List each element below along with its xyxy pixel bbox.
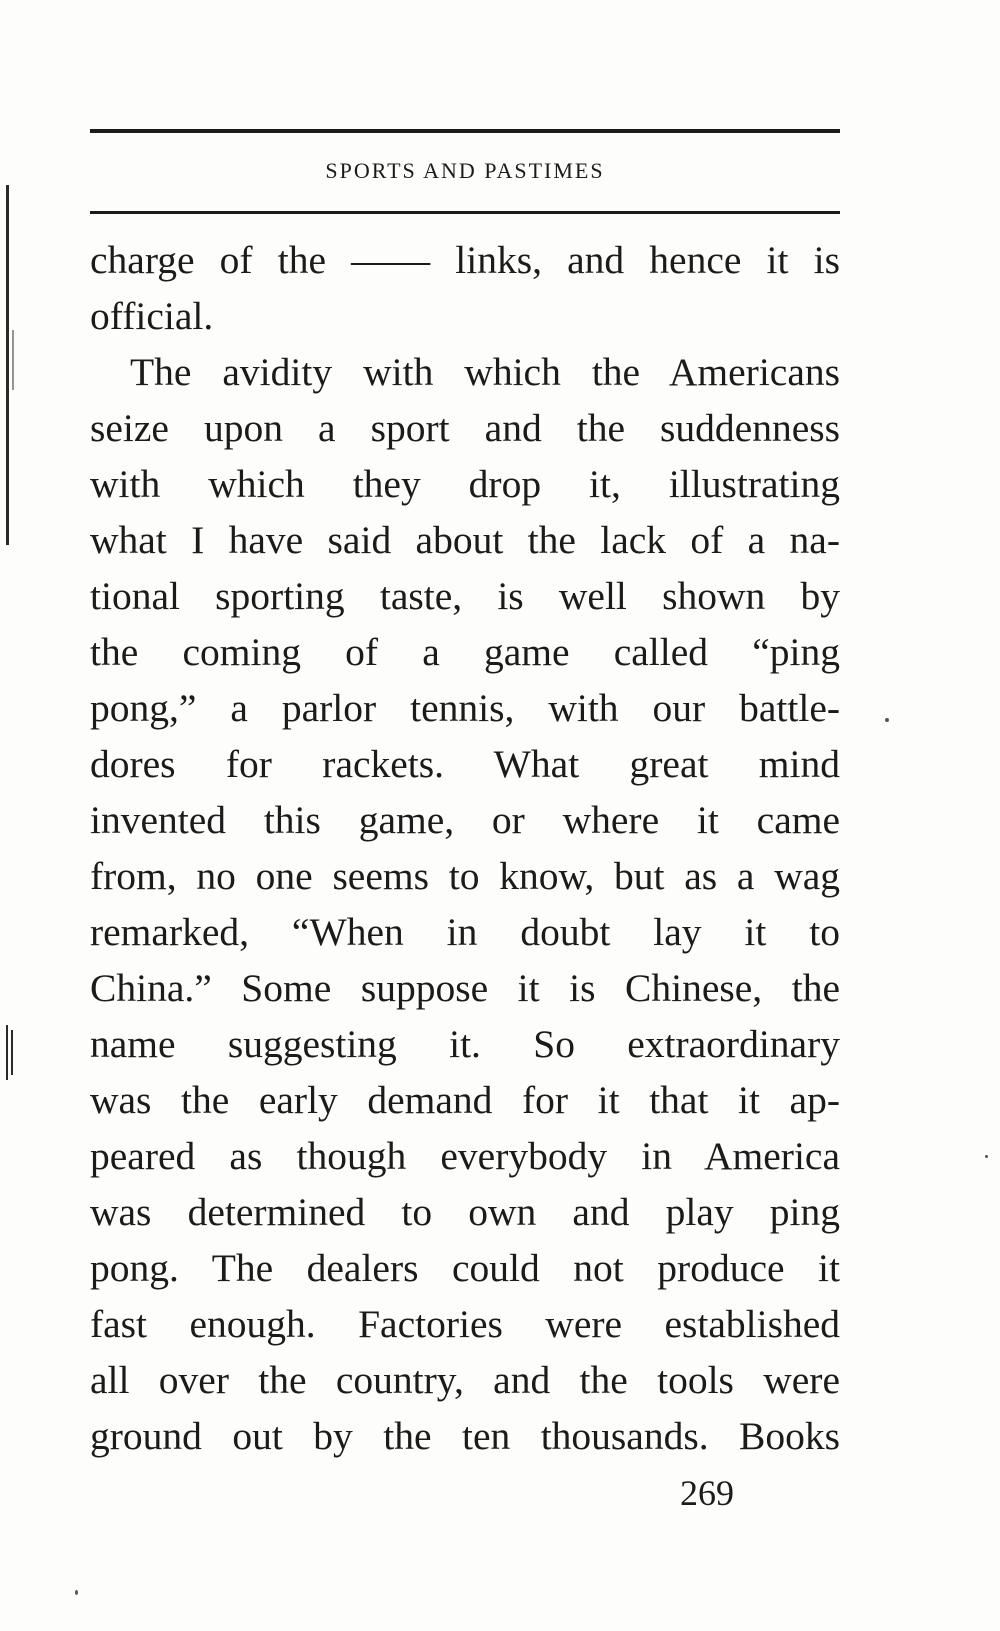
text-line: what I have said about the lack of a na- <box>90 518 840 562</box>
text-line: tional sporting taste, is well shown by <box>90 574 840 618</box>
text-line: pong. The dealers could not produce it <box>90 1246 840 1290</box>
scan-speck <box>75 1590 78 1595</box>
text-line: fast enough. Factories were established <box>90 1302 840 1346</box>
header-rule-top <box>90 129 840 133</box>
scan-edge-mark <box>6 1025 8 1080</box>
text-line: was determined to own and play ping <box>90 1190 840 1234</box>
page-number: 269 <box>680 1473 734 1513</box>
text-line: China.” Some suppose it is Chinese, the <box>90 966 840 1010</box>
text-line: official. <box>90 294 214 338</box>
text-line: peared as though everybody in America <box>90 1134 840 1178</box>
running-head: SPORTS AND PASTIMES <box>325 158 605 183</box>
text-line: invented this game, or where it came <box>90 798 840 842</box>
scan-speck <box>985 1155 988 1158</box>
text-line: remarked, “When in doubt lay it to <box>90 910 840 954</box>
text-line: with which they drop it, illustrating <box>90 462 840 506</box>
text-line: name suggesting it. So extraordinary <box>90 1022 840 1066</box>
header-rule-bottom <box>90 211 840 214</box>
text-line: charge of the —— links, and hence it is <box>90 238 840 282</box>
scan-edge-mark <box>12 330 14 390</box>
text-line: ground out by the ten thousands. Books <box>90 1414 840 1458</box>
text-line: the coming of a game called “ping <box>90 630 840 674</box>
scan-edge-mark <box>11 1030 13 1075</box>
text-line: was the early demand for it that it ap- <box>90 1078 840 1122</box>
scan-speck <box>885 718 889 722</box>
text-line: from, no one seems to know, but as a wag <box>90 854 840 898</box>
text-line: The avidity with which the Americans <box>130 350 840 394</box>
text-line: pong,” a parlor tennis, with our battle- <box>90 686 840 730</box>
body-text <box>90 232 840 1464</box>
scan-edge-mark <box>6 185 9 545</box>
text-line: all over the country, and the tools were <box>90 1358 840 1402</box>
text-line: seize upon a sport and the suddenness <box>90 406 840 450</box>
text-line: dores for rackets. What great mind <box>90 742 840 786</box>
